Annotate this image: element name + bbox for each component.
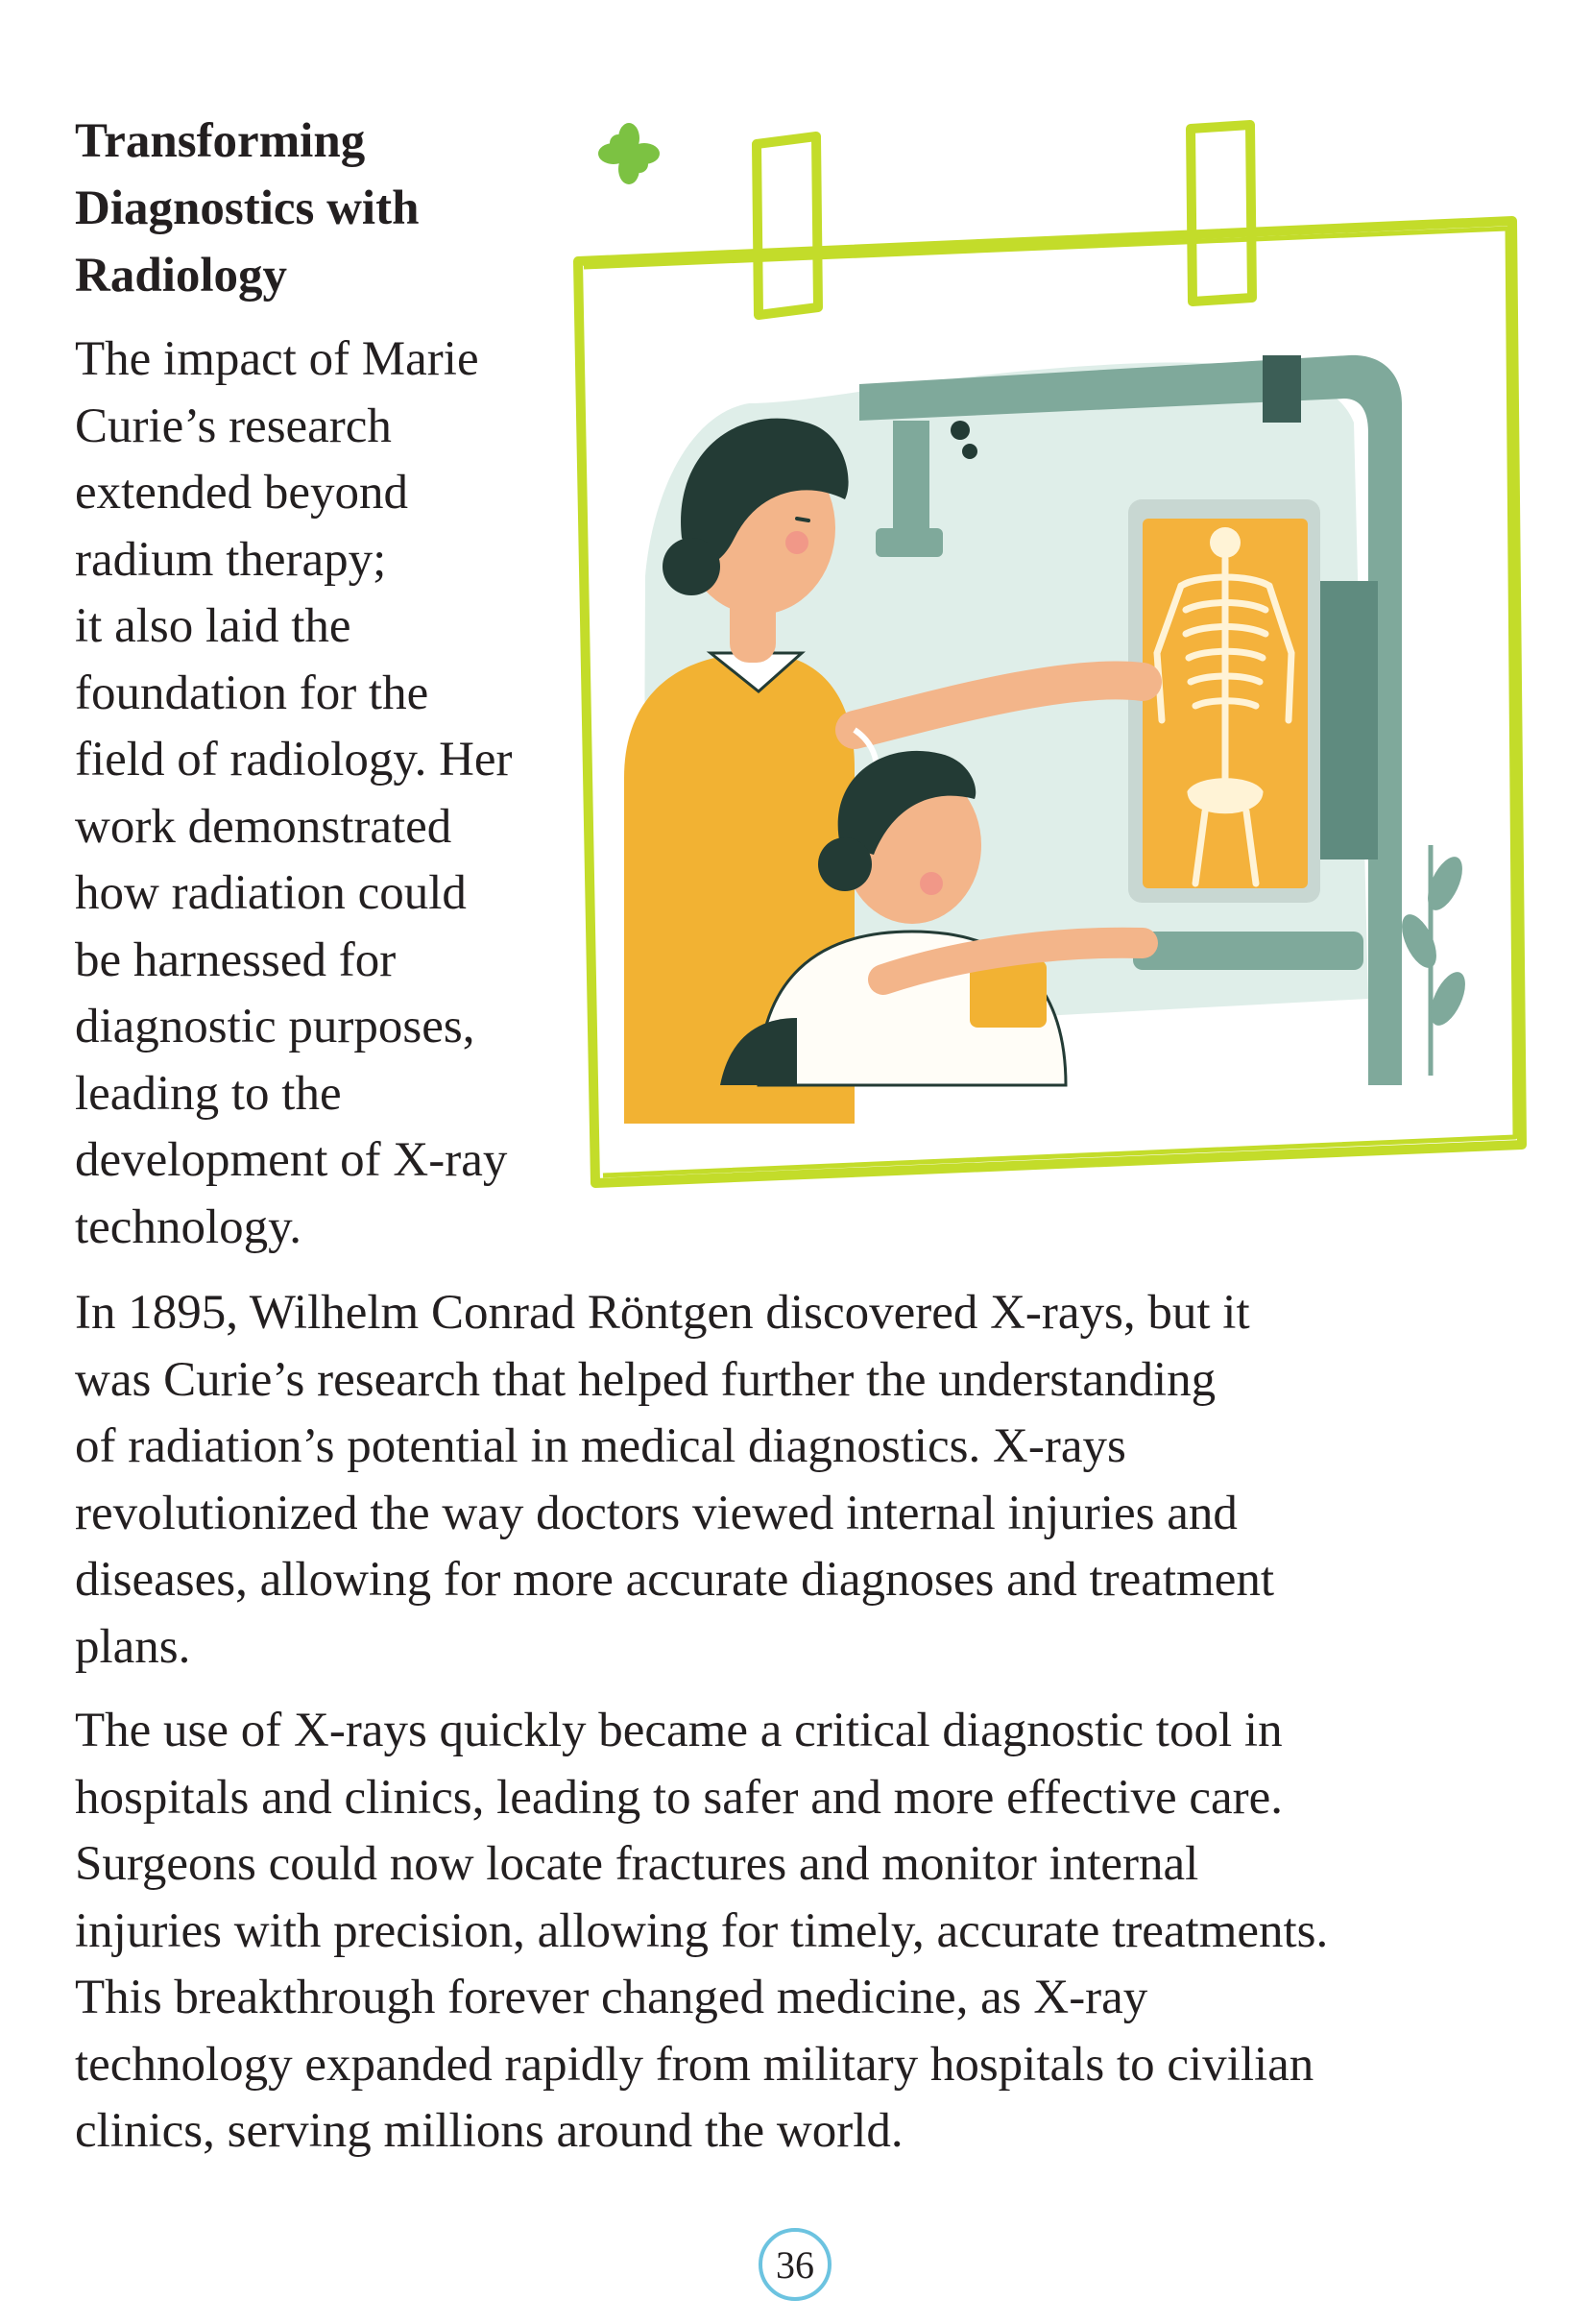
text-line: foundation for the	[75, 666, 429, 720]
text-line: work demonstrated	[75, 799, 452, 854]
text-line: Surgeons could now locate fractures and monitor internal	[75, 1837, 1199, 1891]
text-line: injuries with precision, allowing for timely, accurate treatments.	[75, 1903, 1329, 1958]
text-line: Curie’s research	[75, 399, 392, 453]
text-line: hospitals and clinics, leading to safer and more effective care.	[75, 1770, 1283, 1825]
text-line: technology expanded rapidly from military hospitals to civilian	[75, 2037, 1314, 2092]
title-line: Diagnostics with	[75, 182, 420, 235]
text-line: radium therapy;	[75, 532, 387, 587]
text-line: how radiation could	[75, 866, 467, 920]
text-line: This breakthrough forever changed medicine, as X-ray	[75, 1971, 1148, 2024]
title-line: Radiology	[75, 249, 288, 303]
text-line: development of X-ray	[75, 1133, 508, 1187]
text-line: field of radiology. Her	[75, 733, 513, 787]
title-line: Transforming	[75, 114, 366, 168]
text-line: was Curie’s research that helped further the understanding	[75, 1352, 1217, 1407]
xray-illustration	[566, 115, 1536, 1191]
text-line: of radiation’s potential in medical diagnostics. X-rays	[75, 1419, 1126, 1473]
text-line: clinics, serving millions around the world.	[75, 2104, 904, 2158]
text-line: it also laid the	[75, 599, 351, 653]
page-title	[75, 108, 574, 309]
text-line: The use of X-rays quickly became a critical diagnostic tool in	[75, 1704, 1283, 1757]
text-line: technology.	[75, 1199, 302, 1254]
intro-paragraph	[75, 327, 593, 1261]
text-line: extended beyond	[75, 466, 408, 520]
history-paragraph	[75, 1280, 1534, 1681]
clover-icon	[598, 123, 660, 184]
impact-paragraph	[75, 1698, 1534, 2166]
text-line: diseases, allowing for more accurate diagnoses and treatment	[75, 1553, 1275, 1607]
text-line: plans.	[75, 1619, 191, 1674]
text-line: revolutionized the way doctors viewed internal injuries and	[75, 1486, 1238, 1540]
plant-icon	[1395, 845, 1473, 1076]
text-line: In 1895, Wilhelm Conrad Röntgen discovered X-rays, but it	[75, 1286, 1250, 1340]
page-number: 36	[759, 2228, 832, 2301]
text-line: leading to the	[75, 1066, 342, 1121]
text-line: diagnostic purposes,	[75, 1000, 475, 1053]
text-line: The impact of Marie	[75, 332, 479, 386]
text-line: be harnessed for	[75, 932, 397, 987]
